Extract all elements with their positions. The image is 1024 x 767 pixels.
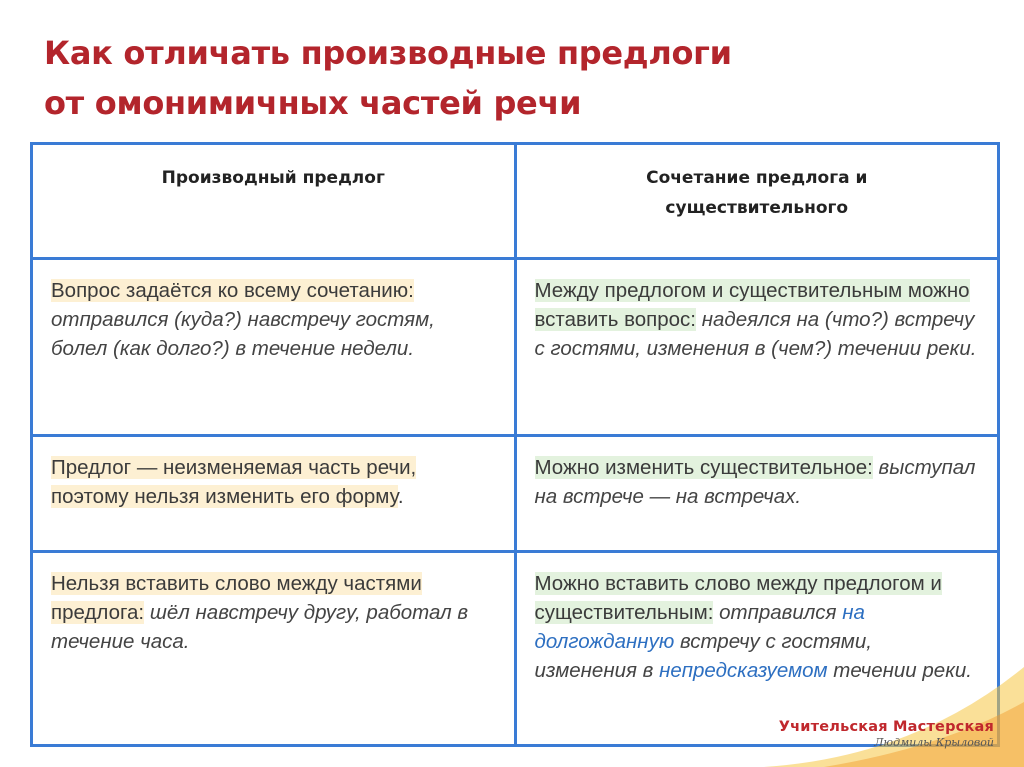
table-header-row xyxy=(32,144,999,259)
example-text: надеялся на (что?) встречу с гостями, изменения в (чем?) течении реки. xyxy=(534,308,977,360)
table-row xyxy=(32,436,999,552)
example-text: шёл навстречу другу, работал в течение часа. xyxy=(51,601,469,653)
example-text: выступал на встрече — на встречах. xyxy=(534,456,976,508)
rule-text: Нельзя вставить слово между частями предлога: xyxy=(51,572,422,624)
cell-right xyxy=(515,259,999,436)
header-col2-line2: существительного xyxy=(665,198,849,218)
inserted-word: непредсказуемом xyxy=(659,659,828,682)
example-text: отправился (куда?) навстречу гостям, болел (как долго?) в течение недели. xyxy=(51,308,435,360)
cell-left xyxy=(32,436,516,552)
logo-line-1: Учительская Мастерская xyxy=(778,719,994,735)
rule-text: Между предлогом и существительным можно вставить вопрос: xyxy=(534,279,970,331)
page-title-line-1: Как отличать производные предлоги xyxy=(44,34,732,72)
header-col2-line1: Сочетание предлога и xyxy=(646,168,868,188)
cell-right xyxy=(515,436,999,552)
page-title xyxy=(44,28,944,128)
table-row xyxy=(32,259,999,436)
corner-swoosh-decoration xyxy=(764,647,1024,767)
logo-line-2: Людмилы Крыловой xyxy=(874,736,994,749)
rule-text: Можно вставить слово между предлогом и существительным: xyxy=(534,572,942,624)
rule-text: Вопрос задаётся ко всему сочетанию: xyxy=(51,279,414,302)
header-col1-label: Производный предлог xyxy=(161,168,385,188)
cell-left xyxy=(32,552,516,746)
inserted-word: на долгожданную xyxy=(534,601,865,653)
header-preposition-noun xyxy=(515,144,999,259)
example-text-part: встречу с гостями, изменения в xyxy=(534,630,872,682)
publisher-logo xyxy=(779,719,994,749)
rule-end: . xyxy=(397,485,404,508)
rule-text: Предлог — неизменяемая часть речи, поэтому нельзя изменить его форму xyxy=(51,456,417,508)
header-derived-preposition xyxy=(32,144,516,259)
example-text-part: отправился xyxy=(713,601,843,624)
example-text-part: течении реки. xyxy=(827,659,972,682)
rule-text: Можно изменить существительное: xyxy=(534,456,873,479)
page-title-line-2: от омонимичных частей речи xyxy=(44,84,582,122)
cell-left xyxy=(32,259,516,436)
